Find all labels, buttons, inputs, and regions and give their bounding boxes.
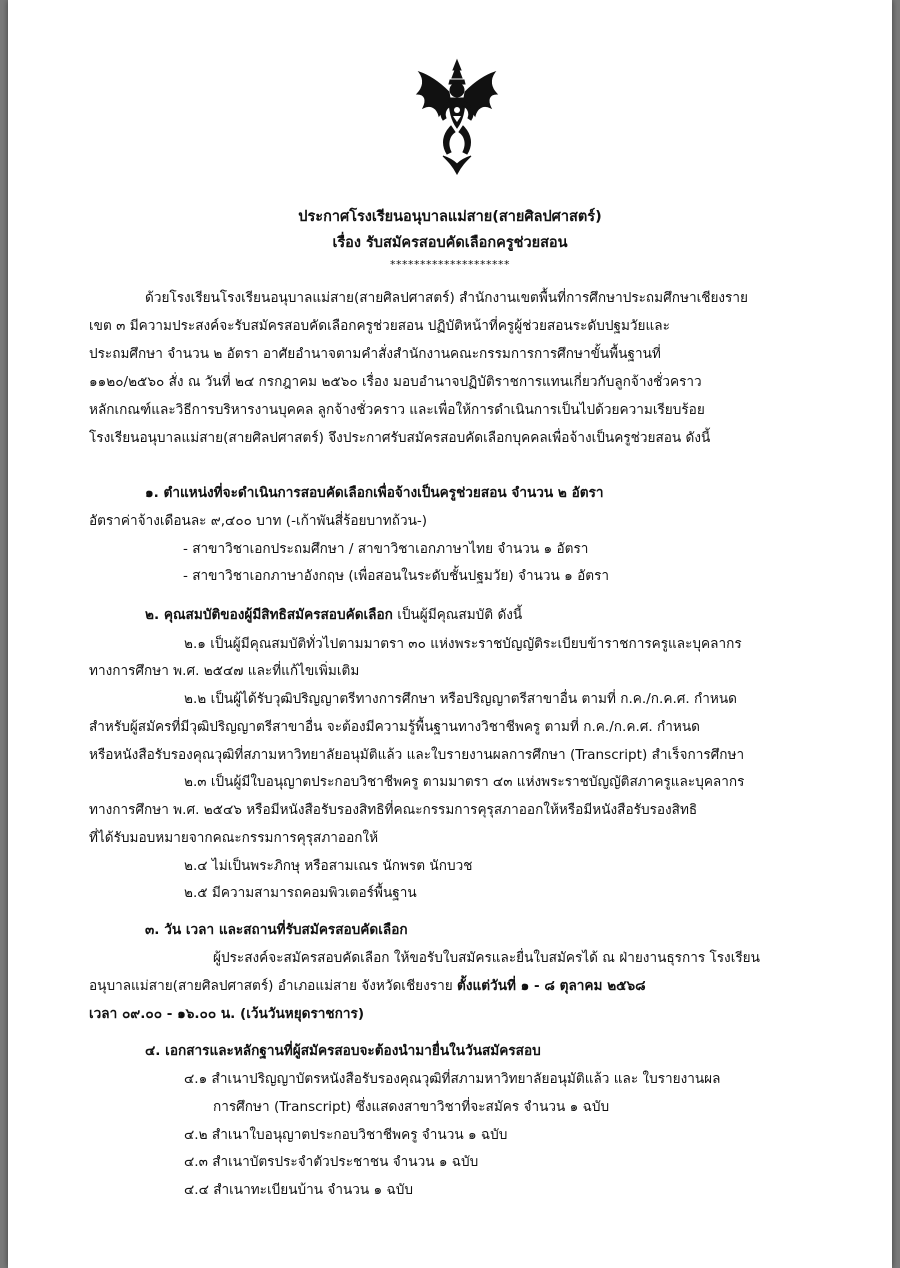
qualification-line: ๒.๕ มีความสามารถคอมพิวเตอร์พื้นฐาน [184, 885, 417, 901]
intro-line: ๑๑๒๐/๒๕๖๐ สั่ง ณ วันที่ ๒๔ กรกฎาคม ๒๕๖๐ เรื่อง มอบอำนาจปฏิบัติราชการแทนเกี่ยวกับลูกจ้างชั่วคราว [89, 374, 702, 390]
title-line-1: ประกาศโรงเรียนอนุบาลแม่สาย(สายศิลปศาสตร์) [298, 209, 602, 225]
garuda-emblem-icon [413, 58, 501, 176]
qualification-line: ๒.๔ ไม่เป็นพระภิกษุ หรือสามเณร นักพรต นักบวช [184, 858, 473, 874]
section-3-heading: ๓. วัน เวลา และสถานที่รับสมัครสอบคัดเลือก [145, 922, 408, 938]
document-item: ๔.๒ สำเนาใบอนุญาตประกอบวิชาชีพครู จำนวน ๑ ฉบับ [184, 1127, 508, 1143]
section-3-line-plain: อนุบาลแม่สาย(สายศิลปศาสตร์) อำเภอแม่สาย จังหวัดเชียงราย [89, 978, 457, 994]
intro-line: เขต ๓ มีความประสงค์จะรับสมัครสอบคัดเลือกครูช่วยสอน ปฏิบัติหน้าที่ครูผู้ช่วยสอนระดับปฐมวัยและ [89, 318, 670, 334]
document-item: การศึกษา (Transcript) ซึ่งแสดงสาขาวิชาที่จะสมัคร จำนวน ๑ ฉบับ [213, 1099, 610, 1115]
section-1-wage: อัตราค่าจ้างเดือนละ ๙,๔๐๐ บาท (-เก้าพันสี่ร้อยบาทถ้วน-) [89, 513, 428, 529]
section-1-item: - สาขาวิชาเอกภาษาอังกฤษ (เพื่อสอนในระดับชั้นปฐมวัย) จำนวน ๑ อัตรา [183, 568, 610, 584]
section-3-time: เวลา ๐๙.๐๐ - ๑๖.๐๐ น. (เว้นวันหยุดราชการ) [89, 1006, 365, 1022]
title-line-2: เรื่อง รับสมัครสอบคัดเลือกครูช่วยสอน [332, 235, 568, 251]
intro-line: ประถมศึกษา จำนวน ๒ อัตรา อาศัยอำนาจตามคำสั่งสำนักงานคณะกรรมการการศึกษาขั้นพื้นฐานที่ [89, 346, 661, 362]
qualification-line: หรือหนังสือรับรองคุณวุฒิที่สภามหาวิทยาลัยอนุมัติแล้ว และใบรายงานผลการศึกษา (Transcript) สำเร็จการศึกษา [89, 747, 745, 763]
intro-line: ด้วยโรงเรียนโรงเรียนอนุบาลแม่สาย(สายศิลปศาสตร์) สำนักงานเขตพื้นที่การศึกษาประถมศึกษาเชียงราย [145, 290, 748, 306]
document-page [8, 0, 892, 1268]
qualification-line: ทางการศึกษา พ.ศ. ๒๕๔๗ และที่แก้ไขเพิ่มเติม [89, 663, 360, 679]
qualification-line: ๒.๒ เป็นผู้ได้รับวุฒิปริญญาตรีทางการศึกษา หรือปริญญาตรีสาขาอื่น ตามที่ ก.ค./ก.ค.ศ. กำหนด [184, 691, 737, 707]
section-4-heading: ๔. เอกสารและหลักฐานที่ผู้สมัครสอบจะต้องนำมายื่นในวันสมัครสอบ [145, 1043, 541, 1059]
title-separator: ******************** [390, 258, 510, 271]
document-item: ๔.๔ สำเนาทะเบียนบ้าน จำนวน ๑ ฉบับ [184, 1182, 413, 1198]
section-1-item: - สาขาวิชาเอกประถมศึกษา / สาขาวิชาเอกภาษาไทย จำนวน ๑ อัตรา [183, 541, 589, 557]
section-3-line: ผู้ประสงค์จะสมัครสอบคัดเลือก ให้ขอรับใบสมัครและยื่นใบสมัครได้ ณ ฝ่ายงานธุรการ โรงเรียน [213, 950, 760, 966]
section-3-line [89, 976, 646, 996]
section-2-heading-rest: เป็นผู้มีคุณสมบัติ ดังนี้ [392, 607, 523, 623]
qualification-line: ทางการศึกษา พ.ศ. ๒๕๔๖ หรือมีหนังสือรับรองสิทธิที่คณะกรรมการคุรุสภาออกให้หรือมีหนังสือรับรองสิทธิ [89, 802, 698, 818]
document-item: ๔.๑ สำเนาปริญญาบัตรหนังสือรับรองคุณวุฒิที่สภามหาวิทยาลัยอนุมัติแล้ว และ ใบรายงานผล [184, 1071, 721, 1087]
document-item: ๔.๓ สำเนาบัตรประจำตัวประชาชน จำนวน ๑ ฉบับ [184, 1154, 479, 1170]
qualification-line: ที่ได้รับมอบหมายจากคณะกรรมการคุรุสภาออกให้ [89, 830, 379, 846]
intro-line: หลักเกณฑ์และวิธีการบริหารงานบุคคล ลูกจ้างชั่วคราว และเพื่อให้การดำเนินการเป็นไปด้วยความเรียบร้อย [89, 402, 705, 418]
qualification-line: ๒.๓ เป็นผู้มีใบอนุญาตประกอบวิชาชีพครู ตามมาตรา ๔๓ แห่งพระราชบัญญัติสภาครูและบุคลากร [184, 774, 745, 790]
section-3-dates: ตั้งแต่วันที่ ๑ - ๘ ตุลาคม ๒๕๖๘ [457, 978, 646, 994]
qualification-line: สำหรับผู้สมัครที่มีวุฒิปริญญาตรีสาขาอื่น จะต้องมีความรู้พื้นฐานทางวิชาชีพครู ตามที่ ก.ค./ก.ค.ศ. กำหนด [89, 719, 700, 735]
intro-line: โรงเรียนอนุบาลแม่สาย(สายศิลปศาสตร์) จึงประกาศรับสมัครสอบคัดเลือกบุคคลเพื่อจ้างเป็นครูช่วยสอน ดังนี้ [89, 430, 711, 446]
section-2-heading-bold: ๒. คุณสมบัติของผู้มีสิทธิสมัครสอบคัดเลือก [145, 607, 393, 623]
qualification-line: ๒.๑ เป็นผู้มีคุณสมบัติทั่วไปตามมาตรา ๓๐ แห่งพระราชบัญญัติระเบียบข้าราชการครูและบุคลากร [184, 636, 742, 652]
section-2-heading [145, 605, 522, 625]
section-1-heading: ๑. ตำแหน่งที่จะดำเนินการสอบคัดเลือกเพื่อจ้างเป็นครูช่วยสอน จำนวน ๒ อัตรา [145, 485, 604, 501]
